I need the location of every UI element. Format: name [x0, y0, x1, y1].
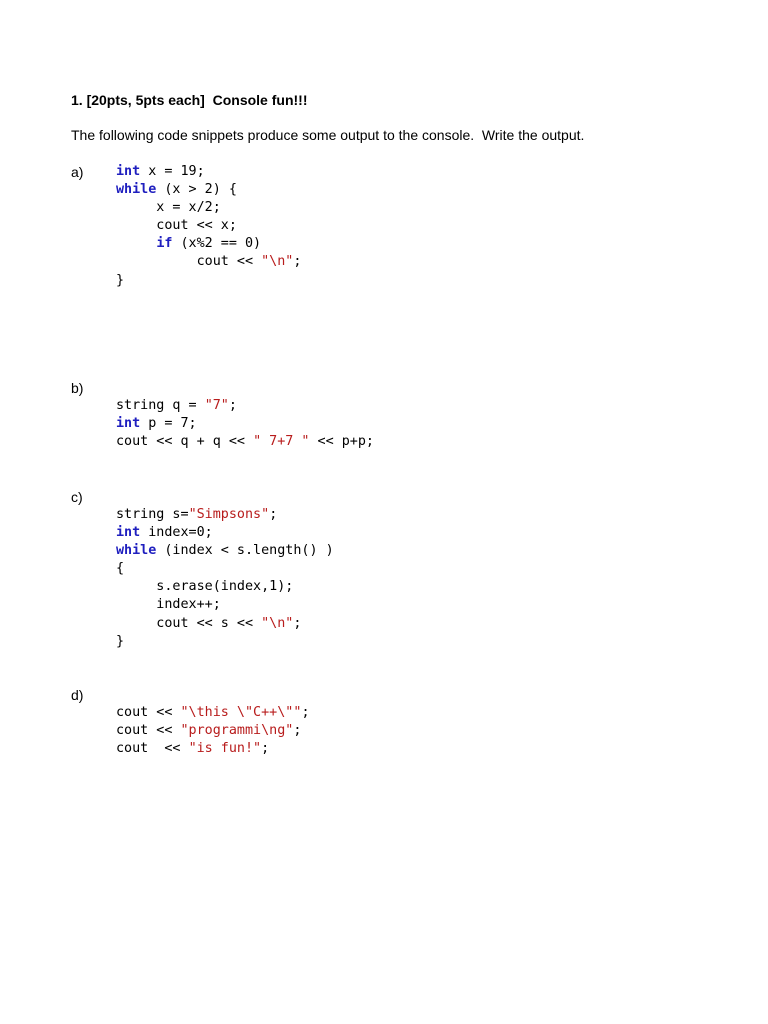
code-keyword: int [116, 164, 141, 179]
code-text: p = 7; [140, 416, 197, 432]
code-text [116, 236, 156, 251]
code-text: ; [293, 254, 302, 270]
code-text: cout << x; [116, 218, 237, 234]
code-line-a-6 [116, 253, 301, 271]
code-line-d-3 [116, 740, 310, 758]
code-line-c-7 [116, 615, 334, 633]
code-text: cout << [116, 723, 181, 739]
code-keyword: int [116, 416, 141, 432]
code-text: ; [228, 398, 237, 413]
part-c-code [116, 506, 334, 651]
code-line-c-6 [116, 596, 334, 614]
part-a-code [116, 163, 301, 290]
code-line-c-2 [116, 524, 334, 542]
code-text: << p+p; [309, 434, 374, 450]
code-text: string q = [116, 398, 205, 413]
code-text: } [116, 633, 125, 649]
code-string: "7" [204, 398, 229, 413]
code-text: (index < s.length() ) [156, 543, 334, 559]
part-b-label: b) [71, 380, 84, 396]
code-line-c-8 [116, 633, 334, 651]
code-text: cout << q + q << [116, 434, 254, 450]
code-text: ; [293, 723, 302, 739]
code-line-a-4 [116, 217, 301, 235]
part-b-code [116, 397, 374, 451]
code-keyword: int [116, 525, 141, 541]
code-line-b-3 [116, 433, 374, 451]
code-string: "programmi\ng" [180, 723, 294, 739]
code-line-c-1 [116, 506, 334, 524]
code-text: x = x/2; [116, 200, 221, 216]
code-text: string s= [116, 507, 189, 522]
question-instructions: The following code snippets produce some output to the console. Write the output. [71, 127, 585, 143]
code-text: ; [293, 615, 302, 631]
code-keyword: while [116, 182, 157, 198]
code-string: "Simpsons" [188, 507, 270, 522]
code-line-a-5 [116, 235, 301, 253]
code-text: } [116, 272, 125, 288]
code-text: s.erase(index,1); [116, 579, 294, 595]
code-text: cout << [116, 741, 189, 757]
code-text: ; [301, 705, 310, 720]
code-string: "is fun!" [188, 741, 262, 757]
code-text: x = 19; [140, 164, 205, 179]
code-line-a-3 [116, 199, 301, 217]
code-string: "\n" [261, 615, 294, 631]
code-line-d-1 [116, 704, 310, 722]
code-line-b-2 [116, 415, 374, 433]
code-string: " 7+7 " [253, 434, 310, 450]
code-line-a-7 [116, 272, 301, 290]
code-text: (x > 2) { [156, 182, 237, 198]
code-text: (x%2 == 0) [172, 236, 262, 252]
code-line-a-2 [116, 181, 301, 199]
code-line-c-4 [116, 560, 334, 578]
part-d-label: d) [71, 687, 84, 703]
code-line-a-1 [116, 163, 301, 181]
code-keyword: if [156, 236, 173, 252]
code-keyword: while [116, 543, 157, 559]
code-line-d-2 [116, 722, 310, 740]
question-heading: 1. [20pts, 5pts each] Console fun!!! [71, 92, 308, 108]
code-line-b-1 [116, 397, 374, 415]
code-text: { [116, 561, 125, 577]
code-line-c-5 [116, 578, 334, 596]
code-text: cout << [116, 705, 181, 720]
code-text: cout << s << [116, 615, 262, 631]
code-text: index=0; [140, 525, 213, 541]
code-string: "\this \"C++\"" [180, 705, 302, 720]
code-text: cout << [116, 254, 262, 270]
code-line-c-3 [116, 542, 334, 560]
code-text: ; [261, 741, 270, 757]
part-c-label: c) [71, 489, 83, 505]
part-d-code [116, 704, 310, 758]
part-a-label: a) [71, 164, 84, 180]
code-text: index++; [116, 597, 221, 613]
code-string: "\n" [261, 254, 294, 270]
code-text: ; [269, 507, 278, 522]
